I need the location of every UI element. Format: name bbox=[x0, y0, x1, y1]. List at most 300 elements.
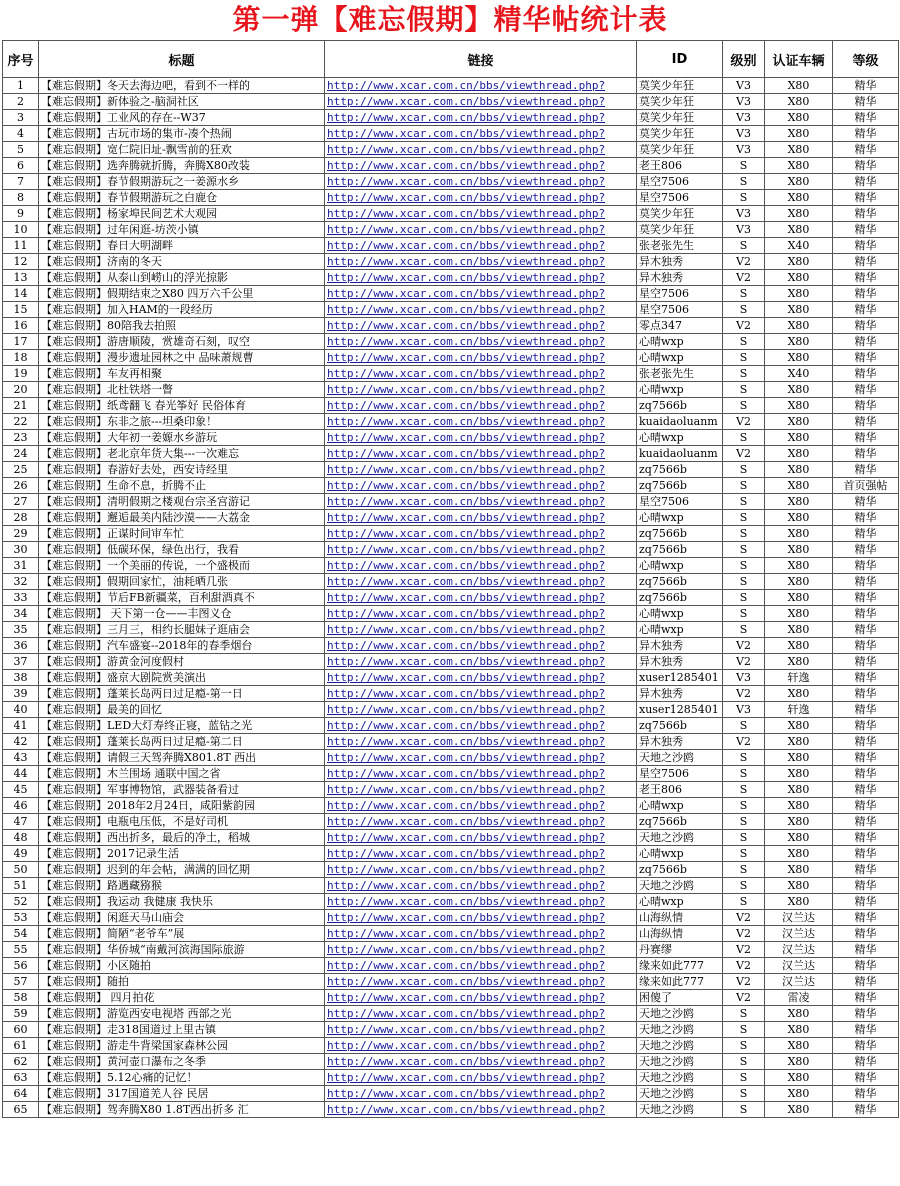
certified-car: X80 bbox=[765, 750, 833, 766]
table-row bbox=[3, 318, 899, 334]
post-link[interactable]: http://www.xcar.com.cn/bbs/viewthread.php? bbox=[325, 526, 637, 542]
post-link[interactable]: http://www.xcar.com.cn/bbs/viewthread.php? bbox=[325, 1070, 637, 1086]
table-row bbox=[3, 622, 899, 638]
certified-car: X80 bbox=[765, 654, 833, 670]
user-level: S bbox=[723, 238, 765, 254]
user-id: zq7566b bbox=[637, 718, 723, 734]
row-number: 22 bbox=[3, 414, 39, 430]
post-grade: 精华 bbox=[833, 142, 899, 158]
post-grade: 精华 bbox=[833, 590, 899, 606]
post-link[interactable]: http://www.xcar.com.cn/bbs/viewthread.php? bbox=[325, 942, 637, 958]
table-row bbox=[3, 910, 899, 926]
certified-car: X80 bbox=[765, 1054, 833, 1070]
post-link[interactable]: http://www.xcar.com.cn/bbs/viewthread.php? bbox=[325, 958, 637, 974]
certified-car: X80 bbox=[765, 782, 833, 798]
table-row bbox=[3, 382, 899, 398]
post-grade: 精华 bbox=[833, 1006, 899, 1022]
post-link[interactable]: http://www.xcar.com.cn/bbs/viewthread.php? bbox=[325, 654, 637, 670]
row-number: 46 bbox=[3, 798, 39, 814]
post-link[interactable]: http://www.xcar.com.cn/bbs/viewthread.php? bbox=[325, 910, 637, 926]
user-id: xuser1285401 bbox=[637, 670, 723, 686]
row-number: 33 bbox=[3, 590, 39, 606]
post-link[interactable]: http://www.xcar.com.cn/bbs/viewthread.php? bbox=[325, 350, 637, 366]
user-level: V2 bbox=[723, 638, 765, 654]
post-grade: 精华 bbox=[833, 926, 899, 942]
table-row bbox=[3, 558, 899, 574]
post-title: 【难忘假期】邂逅最美内陆沙漠——大荔金 bbox=[39, 510, 325, 526]
post-title: 【难忘假期】新体验之-脑洞社区 bbox=[39, 94, 325, 110]
post-title: 【难忘假期】盛京大剧院赏美演出 bbox=[39, 670, 325, 686]
user-id: 心晴wxp bbox=[637, 622, 723, 638]
post-title: 【难忘假期】车友再相聚 bbox=[39, 366, 325, 382]
post-title: 【难忘假期】过年闲逛-坊茨小镇 bbox=[39, 222, 325, 238]
user-level: S bbox=[723, 510, 765, 526]
post-title: 【难忘假期】杨家埠民间艺术大观园 bbox=[39, 206, 325, 222]
user-id: 心晴wxp bbox=[637, 798, 723, 814]
row-number: 1 bbox=[3, 78, 39, 94]
post-link[interactable]: http://www.xcar.com.cn/bbs/viewthread.php? bbox=[325, 478, 637, 494]
user-id: 莫笑少年狂 bbox=[637, 222, 723, 238]
post-link[interactable]: http://www.xcar.com.cn/bbs/viewthread.php? bbox=[325, 494, 637, 510]
user-id: 星空7506 bbox=[637, 174, 723, 190]
post-title: 【难忘假期】蓬莱长岛两日过足瘾-第一日 bbox=[39, 686, 325, 702]
post-grade: 精华 bbox=[833, 574, 899, 590]
row-number: 45 bbox=[3, 782, 39, 798]
user-level: S bbox=[723, 302, 765, 318]
user-level: S bbox=[723, 750, 765, 766]
certified-car: X80 bbox=[765, 174, 833, 190]
table-row bbox=[3, 478, 899, 494]
certified-car: X80 bbox=[765, 430, 833, 446]
post-link[interactable]: http://www.xcar.com.cn/bbs/viewthread.php? bbox=[325, 894, 637, 910]
user-level: V3 bbox=[723, 670, 765, 686]
user-level: S bbox=[723, 878, 765, 894]
post-link[interactable]: http://www.xcar.com.cn/bbs/viewthread.php? bbox=[325, 190, 637, 206]
certified-car: X80 bbox=[765, 718, 833, 734]
post-title: 【难忘假期】加入HAM的一段经历 bbox=[39, 302, 325, 318]
post-title: 【难忘假期】工业风的存在--W37 bbox=[39, 110, 325, 126]
user-id: 天地之沙鸥 bbox=[637, 1022, 723, 1038]
table-row bbox=[3, 542, 899, 558]
post-link[interactable]: http://www.xcar.com.cn/bbs/viewthread.php? bbox=[325, 270, 637, 286]
post-link[interactable]: http://www.xcar.com.cn/bbs/viewthread.php? bbox=[325, 94, 637, 110]
post-title: 【难忘假期】北杜铁塔一瞥 bbox=[39, 382, 325, 398]
post-link[interactable]: http://www.xcar.com.cn/bbs/viewthread.php? bbox=[325, 1038, 637, 1054]
post-title: 【难忘假期】一个美丽的传说，一个盛极而 bbox=[39, 558, 325, 574]
row-number: 58 bbox=[3, 990, 39, 1006]
post-link[interactable]: http://www.xcar.com.cn/bbs/viewthread.php? bbox=[325, 382, 637, 398]
post-link[interactable]: http://www.xcar.com.cn/bbs/viewthread.php? bbox=[325, 670, 637, 686]
user-level: V2 bbox=[723, 958, 765, 974]
user-level: S bbox=[723, 526, 765, 542]
certified-car: X80 bbox=[765, 110, 833, 126]
post-grade: 精华 bbox=[833, 126, 899, 142]
post-link[interactable]: http://www.xcar.com.cn/bbs/viewthread.php? bbox=[325, 286, 637, 302]
certified-car: 汉兰达 bbox=[765, 974, 833, 990]
certified-car: X80 bbox=[765, 206, 833, 222]
post-link[interactable]: http://www.xcar.com.cn/bbs/viewthread.php? bbox=[325, 766, 637, 782]
user-id: kuaidaoluanm bbox=[637, 414, 723, 430]
post-link[interactable]: http://www.xcar.com.cn/bbs/viewthread.php? bbox=[325, 510, 637, 526]
certified-car: X80 bbox=[765, 286, 833, 302]
user-id: 星空7506 bbox=[637, 494, 723, 510]
row-number: 21 bbox=[3, 398, 39, 414]
post-grade: 精华 bbox=[833, 958, 899, 974]
table-row bbox=[3, 782, 899, 798]
certified-car: 汉兰达 bbox=[765, 958, 833, 974]
post-grade: 精华 bbox=[833, 318, 899, 334]
post-link[interactable]: http://www.xcar.com.cn/bbs/viewthread.php? bbox=[325, 1022, 637, 1038]
post-link[interactable]: http://www.xcar.com.cn/bbs/viewthread.php? bbox=[325, 430, 637, 446]
row-number: 28 bbox=[3, 510, 39, 526]
table-row bbox=[3, 1038, 899, 1054]
user-id: 心晴wxp bbox=[637, 510, 723, 526]
row-number: 40 bbox=[3, 702, 39, 718]
post-grade: 精华 bbox=[833, 1038, 899, 1054]
user-id: zq7566b bbox=[637, 462, 723, 478]
table-row bbox=[3, 798, 899, 814]
user-level: V2 bbox=[723, 910, 765, 926]
user-id: zq7566b bbox=[637, 478, 723, 494]
user-id: 心晴wxp bbox=[637, 430, 723, 446]
user-id: 异木独秀 bbox=[637, 734, 723, 750]
post-title: 【难忘假期】小区随拍 bbox=[39, 958, 325, 974]
row-number: 60 bbox=[3, 1022, 39, 1038]
post-title: 【难忘假期】宽仁院旧址-飘雪前的狂欢 bbox=[39, 142, 325, 158]
post-title: 【难忘假期】清明假期之楼观台宗圣宫游记 bbox=[39, 494, 325, 510]
post-grade: 精华 bbox=[833, 1022, 899, 1038]
table-row bbox=[3, 734, 899, 750]
table-row bbox=[3, 110, 899, 126]
post-link[interactable]: http://www.xcar.com.cn/bbs/viewthread.php? bbox=[325, 606, 637, 622]
certified-car: 轩逸 bbox=[765, 702, 833, 718]
row-number: 51 bbox=[3, 878, 39, 894]
post-grade: 精华 bbox=[833, 238, 899, 254]
row-number: 62 bbox=[3, 1054, 39, 1070]
user-id: 天地之沙鸥 bbox=[637, 878, 723, 894]
table-row bbox=[3, 974, 899, 990]
row-number: 61 bbox=[3, 1038, 39, 1054]
user-level: S bbox=[723, 542, 765, 558]
user-level: V2 bbox=[723, 270, 765, 286]
page-title: 第一弹【难忘假期】精华帖统计表 bbox=[232, 3, 668, 36]
post-title: 【难忘假期】低碳环保，绿色出行，我看 bbox=[39, 542, 325, 558]
table-row bbox=[3, 174, 899, 190]
user-id: 缘来如此777 bbox=[637, 958, 723, 974]
col-header-grade: 等级 bbox=[833, 41, 899, 78]
post-grade: 精华 bbox=[833, 270, 899, 286]
row-number: 11 bbox=[3, 238, 39, 254]
certified-car: X80 bbox=[765, 382, 833, 398]
row-number: 36 bbox=[3, 638, 39, 654]
post-title: 【难忘假期】三月三，相约长腿妹子逛庙会 bbox=[39, 622, 325, 638]
post-title: 【难忘假期】路遇藏猕猴 bbox=[39, 878, 325, 894]
certified-car: X80 bbox=[765, 558, 833, 574]
post-link[interactable]: http://www.xcar.com.cn/bbs/viewthread.php? bbox=[325, 334, 637, 350]
post-title: 【难忘假期】2017记录生活 bbox=[39, 846, 325, 862]
certified-car: X80 bbox=[765, 158, 833, 174]
post-link[interactable]: http://www.xcar.com.cn/bbs/viewthread.php? bbox=[325, 222, 637, 238]
post-title: 【难忘假期】漫步遗址园林之中 品味萧规曹 bbox=[39, 350, 325, 366]
table-row bbox=[3, 1006, 899, 1022]
certified-car: X80 bbox=[765, 334, 833, 350]
table-row bbox=[3, 126, 899, 142]
post-link[interactable]: http://www.xcar.com.cn/bbs/viewthread.php? bbox=[325, 126, 637, 142]
post-link[interactable]: http://www.xcar.com.cn/bbs/viewthread.php? bbox=[325, 174, 637, 190]
post-grade: 精华 bbox=[833, 942, 899, 958]
certified-car: X80 bbox=[765, 590, 833, 606]
user-id: 心晴wxp bbox=[637, 382, 723, 398]
row-number: 39 bbox=[3, 686, 39, 702]
post-link[interactable]: http://www.xcar.com.cn/bbs/viewthread.php? bbox=[325, 446, 637, 462]
row-number: 43 bbox=[3, 750, 39, 766]
post-link[interactable]: http://www.xcar.com.cn/bbs/viewthread.php? bbox=[325, 238, 637, 254]
table-row bbox=[3, 334, 899, 350]
post-grade: 精华 bbox=[833, 846, 899, 862]
row-number: 59 bbox=[3, 1006, 39, 1022]
post-link[interactable]: http://www.xcar.com.cn/bbs/viewthread.php? bbox=[325, 814, 637, 830]
user-level: V2 bbox=[723, 990, 765, 1006]
post-title: 【难忘假期】西出折多，最后的净土，稻城 bbox=[39, 830, 325, 846]
certified-car: X80 bbox=[765, 574, 833, 590]
user-level: S bbox=[723, 782, 765, 798]
user-id: zq7566b bbox=[637, 814, 723, 830]
post-link[interactable]: http://www.xcar.com.cn/bbs/viewthread.php? bbox=[325, 926, 637, 942]
table-row bbox=[3, 830, 899, 846]
table-row bbox=[3, 510, 899, 526]
certified-car: X80 bbox=[765, 622, 833, 638]
post-link[interactable]: http://www.xcar.com.cn/bbs/viewthread.php? bbox=[325, 558, 637, 574]
table-row bbox=[3, 686, 899, 702]
post-link[interactable]: http://www.xcar.com.cn/bbs/viewthread.php? bbox=[325, 1054, 637, 1070]
post-link[interactable]: http://www.xcar.com.cn/bbs/viewthread.php? bbox=[325, 158, 637, 174]
row-number: 20 bbox=[3, 382, 39, 398]
post-grade: 精华 bbox=[833, 862, 899, 878]
user-id: 心晴wxp bbox=[637, 846, 723, 862]
user-level: V3 bbox=[723, 110, 765, 126]
user-level: S bbox=[723, 366, 765, 382]
row-number: 47 bbox=[3, 814, 39, 830]
user-level: S bbox=[723, 798, 765, 814]
post-grade: 精华 bbox=[833, 654, 899, 670]
col-header-title: 标题 bbox=[39, 41, 325, 78]
certified-car: X80 bbox=[765, 606, 833, 622]
post-grade: 精华 bbox=[833, 974, 899, 990]
post-title: 【难忘假期】冬天去海边吧，看到不一样的 bbox=[39, 78, 325, 94]
post-link[interactable]: http://www.xcar.com.cn/bbs/viewthread.php? bbox=[325, 718, 637, 734]
post-link[interactable]: http://www.xcar.com.cn/bbs/viewthread.php? bbox=[325, 830, 637, 846]
post-title: 【难忘假期】驾奔腾X80 1.8T西出折多 汇 bbox=[39, 1102, 325, 1118]
user-id: 天地之沙鸥 bbox=[637, 1102, 723, 1118]
table-row bbox=[3, 638, 899, 654]
table-row bbox=[3, 574, 899, 590]
post-link[interactable]: http://www.xcar.com.cn/bbs/viewthread.php? bbox=[325, 462, 637, 478]
post-title: 【难忘假期】古玩市场的集市-凑个热闹 bbox=[39, 126, 325, 142]
post-link[interactable]: http://www.xcar.com.cn/bbs/viewthread.php? bbox=[325, 878, 637, 894]
table-row bbox=[3, 1070, 899, 1086]
post-grade: 精华 bbox=[833, 1054, 899, 1070]
post-link[interactable]: http://www.xcar.com.cn/bbs/viewthread.php? bbox=[325, 590, 637, 606]
certified-car: X80 bbox=[765, 142, 833, 158]
post-link[interactable]: http://www.xcar.com.cn/bbs/viewthread.php? bbox=[325, 398, 637, 414]
post-link[interactable]: http://www.xcar.com.cn/bbs/viewthread.php? bbox=[325, 798, 637, 814]
table-row bbox=[3, 222, 899, 238]
post-grade: 精华 bbox=[833, 302, 899, 318]
post-grade: 精华 bbox=[833, 1086, 899, 1102]
user-id: 心晴wxp bbox=[637, 606, 723, 622]
post-title: 【难忘假期】大年初一姜嫄水乡游玩 bbox=[39, 430, 325, 446]
post-link[interactable]: http://www.xcar.com.cn/bbs/viewthread.php? bbox=[325, 750, 637, 766]
certified-car: X80 bbox=[765, 814, 833, 830]
user-level: S bbox=[723, 718, 765, 734]
table-row bbox=[3, 766, 899, 782]
user-id: 缘来如此777 bbox=[637, 974, 723, 990]
post-title: 【难忘假期】黄河壶口瀑布之冬季 bbox=[39, 1054, 325, 1070]
user-id: zq7566b bbox=[637, 574, 723, 590]
post-link[interactable]: http://www.xcar.com.cn/bbs/viewthread.php? bbox=[325, 110, 637, 126]
post-link[interactable]: http://www.xcar.com.cn/bbs/viewthread.php? bbox=[325, 318, 637, 334]
row-number: 49 bbox=[3, 846, 39, 862]
post-link[interactable]: http://www.xcar.com.cn/bbs/viewthread.php? bbox=[325, 574, 637, 590]
post-link[interactable]: http://www.xcar.com.cn/bbs/viewthread.php? bbox=[325, 542, 637, 558]
certified-car: 雷凌 bbox=[765, 990, 833, 1006]
certified-car: X80 bbox=[765, 78, 833, 94]
post-grade: 精华 bbox=[833, 766, 899, 782]
user-id: 老王806 bbox=[637, 158, 723, 174]
user-id: 莫笑少年狂 bbox=[637, 126, 723, 142]
user-level: V2 bbox=[723, 974, 765, 990]
post-link[interactable]: http://www.xcar.com.cn/bbs/viewthread.php? bbox=[325, 782, 637, 798]
post-grade: 精华 bbox=[833, 78, 899, 94]
post-grade: 精华 bbox=[833, 558, 899, 574]
post-title: 【难忘假期】走318国道过上里古镇 bbox=[39, 1022, 325, 1038]
post-title: 【难忘假期】蓬莱长岛两日过足瘾-第二日 bbox=[39, 734, 325, 750]
certified-car: 汉兰达 bbox=[765, 926, 833, 942]
certified-car: X80 bbox=[765, 878, 833, 894]
user-level: V3 bbox=[723, 94, 765, 110]
post-grade: 精华 bbox=[833, 350, 899, 366]
row-number: 3 bbox=[3, 110, 39, 126]
certified-car: X80 bbox=[765, 542, 833, 558]
row-number: 14 bbox=[3, 286, 39, 302]
certified-car: 汉兰达 bbox=[765, 910, 833, 926]
post-link[interactable]: http://www.xcar.com.cn/bbs/viewthread.php? bbox=[325, 734, 637, 750]
row-number: 52 bbox=[3, 894, 39, 910]
post-grade: 精华 bbox=[833, 798, 899, 814]
row-number: 9 bbox=[3, 206, 39, 222]
row-number: 38 bbox=[3, 670, 39, 686]
table-row bbox=[3, 750, 899, 766]
table-row bbox=[3, 942, 899, 958]
post-grade: 精华 bbox=[833, 894, 899, 910]
post-link[interactable]: http://www.xcar.com.cn/bbs/viewthread.php? bbox=[325, 638, 637, 654]
user-id: kuaidaoluanm bbox=[637, 446, 723, 462]
post-grade: 精华 bbox=[833, 366, 899, 382]
user-level: S bbox=[723, 286, 765, 302]
post-grade: 精华 bbox=[833, 718, 899, 734]
user-id: 异木独秀 bbox=[637, 686, 723, 702]
certified-car: X80 bbox=[765, 734, 833, 750]
certified-car: X80 bbox=[765, 638, 833, 654]
post-link[interactable]: http://www.xcar.com.cn/bbs/viewthread.php? bbox=[325, 974, 637, 990]
user-level: V3 bbox=[723, 126, 765, 142]
table-row bbox=[3, 398, 899, 414]
table-row bbox=[3, 286, 899, 302]
user-level: S bbox=[723, 158, 765, 174]
table-row bbox=[3, 1054, 899, 1070]
post-link[interactable]: http://www.xcar.com.cn/bbs/viewthread.php? bbox=[325, 366, 637, 382]
post-grade: 精华 bbox=[833, 494, 899, 510]
post-link[interactable]: http://www.xcar.com.cn/bbs/viewthread.php? bbox=[325, 1102, 637, 1118]
table-row bbox=[3, 878, 899, 894]
row-number: 29 bbox=[3, 526, 39, 542]
certified-car: X80 bbox=[765, 798, 833, 814]
certified-car: X80 bbox=[765, 270, 833, 286]
post-link[interactable]: http://www.xcar.com.cn/bbs/viewthread.php? bbox=[325, 78, 637, 94]
table-row bbox=[3, 254, 899, 270]
post-link[interactable]: http://www.xcar.com.cn/bbs/viewthread.php? bbox=[325, 254, 637, 270]
user-level: S bbox=[723, 830, 765, 846]
post-title: 【难忘假期】LED大灯寿终正寝，蓝钻之光 bbox=[39, 718, 325, 734]
post-title: 【难忘假期】闲逛天马山庙会 bbox=[39, 910, 325, 926]
post-title: 【难忘假期】 天下第一仓——丰图义仓 bbox=[39, 606, 325, 622]
header-row bbox=[3, 41, 899, 78]
post-link[interactable]: http://www.xcar.com.cn/bbs/viewthread.php? bbox=[325, 846, 637, 862]
user-level: V2 bbox=[723, 654, 765, 670]
table-row bbox=[3, 238, 899, 254]
post-link[interactable]: http://www.xcar.com.cn/bbs/viewthread.php? bbox=[325, 686, 637, 702]
row-number: 32 bbox=[3, 574, 39, 590]
post-link[interactable]: http://www.xcar.com.cn/bbs/viewthread.php? bbox=[325, 1006, 637, 1022]
row-number: 53 bbox=[3, 910, 39, 926]
certified-car: X80 bbox=[765, 398, 833, 414]
post-grade: 精华 bbox=[833, 606, 899, 622]
user-level: V2 bbox=[723, 942, 765, 958]
post-link[interactable]: http://www.xcar.com.cn/bbs/viewthread.php? bbox=[325, 1086, 637, 1102]
post-title: 【难忘假期】东非之旅---坦桑印象！ bbox=[39, 414, 325, 430]
post-link[interactable]: http://www.xcar.com.cn/bbs/viewthread.php? bbox=[325, 414, 637, 430]
post-link[interactable]: http://www.xcar.com.cn/bbs/viewthread.php? bbox=[325, 206, 637, 222]
post-link[interactable]: http://www.xcar.com.cn/bbs/viewthread.php? bbox=[325, 990, 637, 1006]
post-grade: 精华 bbox=[833, 414, 899, 430]
post-link[interactable]: http://www.xcar.com.cn/bbs/viewthread.php? bbox=[325, 702, 637, 718]
row-number: 17 bbox=[3, 334, 39, 350]
post-link[interactable]: http://www.xcar.com.cn/bbs/viewthread.php? bbox=[325, 622, 637, 638]
post-title: 【难忘假期】生命不息，折腾不止 bbox=[39, 478, 325, 494]
certified-car: X80 bbox=[765, 478, 833, 494]
user-level: S bbox=[723, 862, 765, 878]
user-id: 零点347 bbox=[637, 318, 723, 334]
table-row bbox=[3, 654, 899, 670]
user-id: 天地之沙鸥 bbox=[637, 830, 723, 846]
row-number: 27 bbox=[3, 494, 39, 510]
table-row bbox=[3, 718, 899, 734]
post-link[interactable]: http://www.xcar.com.cn/bbs/viewthread.php? bbox=[325, 142, 637, 158]
user-id: 星空7506 bbox=[637, 286, 723, 302]
user-id: 心晴wxp bbox=[637, 558, 723, 574]
post-grade: 精华 bbox=[833, 686, 899, 702]
certified-car: X80 bbox=[765, 302, 833, 318]
certified-car: X80 bbox=[765, 94, 833, 110]
certified-car: X80 bbox=[765, 1022, 833, 1038]
post-link[interactable]: http://www.xcar.com.cn/bbs/viewthread.php? bbox=[325, 302, 637, 318]
post-title: 【难忘假期】2018年2月24日，咸阳紫韵园 bbox=[39, 798, 325, 814]
post-grade: 精华 bbox=[833, 398, 899, 414]
user-level: S bbox=[723, 174, 765, 190]
post-grade: 精华 bbox=[833, 254, 899, 270]
post-link[interactable]: http://www.xcar.com.cn/bbs/viewthread.php? bbox=[325, 862, 637, 878]
post-title: 【难忘假期】最美的回忆 bbox=[39, 702, 325, 718]
